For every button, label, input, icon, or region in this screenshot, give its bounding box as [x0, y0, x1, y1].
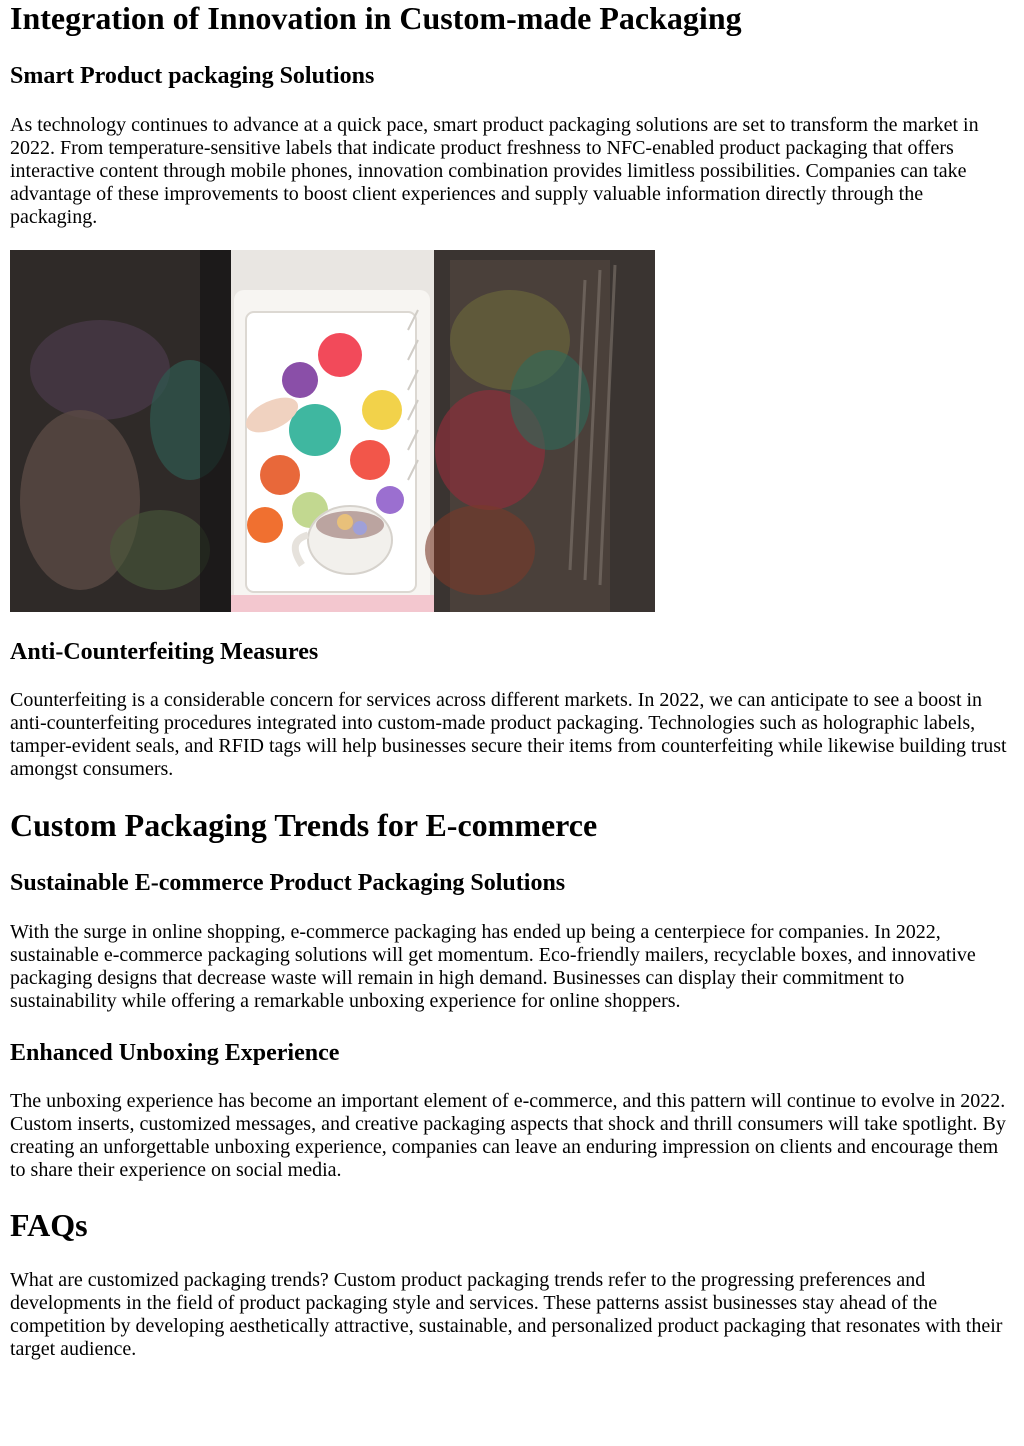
faqs-paragraph: What are customized packaging trends? Custom product packaging trends refer to the progressing preferences and developments in the field of product packaging style and services. These patterns assist businesses stay ahead of the competition by developing aesthetically attractive, sustainable, and personalized product packaging that resonates with their target audience. [10, 1269, 1003, 1360]
ecommerce-trends-heading: Custom Packaging Trends for E-commerce [10, 807, 598, 843]
anti-counterfeiting-heading: Anti-Counterfeiting Measures [10, 639, 319, 665]
anti-counterfeiting-paragraph: Counterfeiting is a considerable concern for services across different markets. In 2022, we can anticipate to see a boost in anti-counterfeiting procedures integrated into custom-made product packaging. Technologies such as holographic labels, tamper-evident seals, and RFID tags will help businesses secure their items from counterfeiting while likewise building trust amongst consumers. [10, 689, 1007, 780]
unboxing-paragraph: The unboxing experience has become an important element of e-commerce, and this pattern will continue to evolve in 2022. Custom inserts, customized messages, and creative packaging aspects that shock and thrill consumers will take spotlight. By creating an unforgettable unboxing experience, companies can leave an enduring impression on clients and encourage them to share their experience on social media. [10, 1090, 1006, 1181]
hair-clips-photo [10, 250, 655, 612]
smart-packaging-heading: Smart Product packaging Solutions [10, 63, 375, 89]
faqs-heading: FAQs [10, 1207, 88, 1243]
sustainable-packaging-paragraph: With the surge in online shopping, e-commerce packaging has ended up being a centerpiece for companies. In 2022, sustainable e-commerce packaging solutions will get momentum. Eco-friendly mailers, recyclable boxes, and innovative packaging designs that decrease waste will remain in high demand. Businesses can display their commitment to sustainability while offering a remarkable unboxing experience for online shoppers. [10, 921, 976, 1012]
video-thumbnail[interactable] [10, 250, 655, 612]
sustainable-packaging-heading: Sustainable E-commerce Product Packaging Solutions [10, 870, 566, 896]
smart-packaging-paragraph: As technology continues to advance at a quick pace, smart product packaging solutions are set to transform the market in 2022. From temperature-sensitive labels that indicate product freshness to NFC-enabled product packaging that offers interactive content through mobile phones, innovation combination provides limitless possibilities. Companies can take advantage of these improvements to boost client experiences and supply valuable information directly through the packaging. [10, 114, 979, 228]
unboxing-heading: Enhanced Unboxing Experience [10, 1040, 340, 1066]
page-title: Integration of Innovation in Custom-made Packaging [10, 0, 742, 36]
